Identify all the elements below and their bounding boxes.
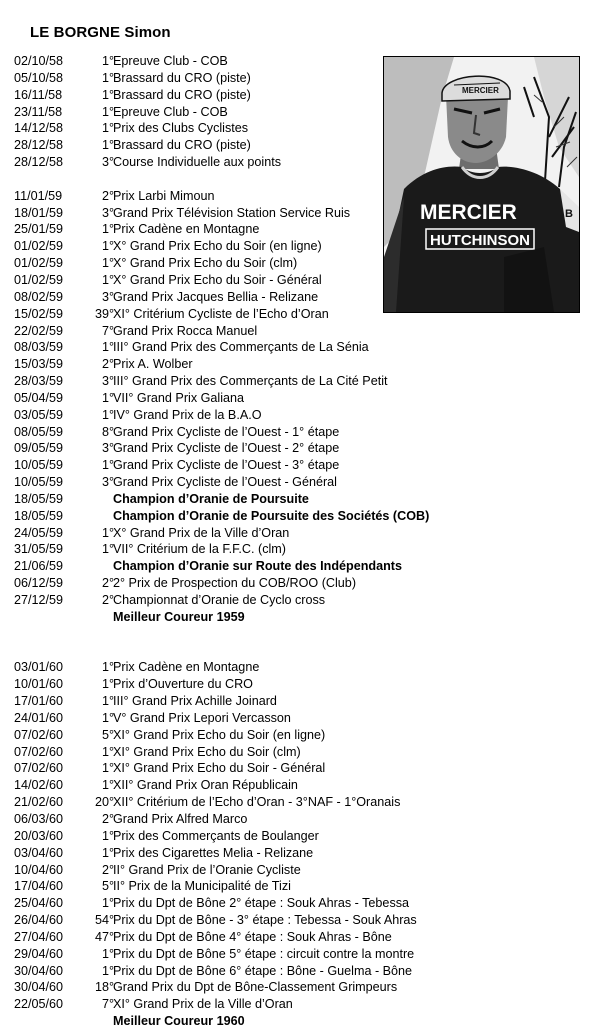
result-place: 1° — [101, 54, 114, 68]
result-place: 2° — [101, 357, 114, 372]
result-date: 21/02/60 — [14, 795, 64, 810]
cap-text: MERCIER — [462, 86, 499, 95]
result-event: Prix des Clubs Cyclistes — [113, 121, 249, 136]
result-row — [14, 895, 584, 912]
result-event: VII° Critérium de la F.F.C. (clm) — [113, 542, 286, 557]
result-place: 1° — [101, 121, 114, 136]
result-event: XI° Grand Prix de la Ville d’Oran — [113, 997, 293, 1012]
result-place: 3° — [101, 374, 114, 389]
result-row — [14, 710, 584, 727]
result-date: 25/01/59 — [14, 222, 64, 237]
result-place: 5° — [101, 879, 114, 894]
result-row — [14, 1013, 584, 1030]
result-row — [14, 541, 584, 558]
result-event: XII° Critérium de l’Echo d’Oran - 3°NAF - 1°Oranais — [113, 795, 401, 810]
result-place: 20° — [94, 795, 114, 810]
result-row — [14, 609, 584, 626]
result-date: 27/12/59 — [14, 593, 64, 607]
result-row — [14, 794, 584, 811]
result-date: 22/05/60 — [14, 997, 64, 1012]
result-place: 3° — [101, 289, 114, 304]
result-event: Prix des Commerçants de Boulanger — [113, 828, 319, 843]
result-row — [14, 946, 584, 963]
result-place: 2° — [101, 576, 114, 591]
result-place: 8° — [101, 424, 114, 439]
result-date: 25/04/60 — [14, 896, 64, 911]
result-row — [14, 457, 584, 474]
result-event: Prix du Dpt de Bône 6° étape : Bône - Guelma - Bône — [113, 963, 413, 978]
result-row — [14, 979, 584, 996]
result-place: 2° — [101, 593, 114, 607]
result-place: 1° — [101, 542, 114, 557]
result-date: 23/11/58 — [14, 104, 63, 119]
result-date: 06/12/59 — [14, 576, 64, 591]
result-place: 1° — [101, 87, 114, 102]
result-row — [14, 508, 584, 525]
result-event: XI° Grand Prix Echo du Soir (clm) — [113, 744, 301, 759]
result-date: 18/05/59 — [14, 491, 64, 506]
result-place: 1° — [101, 660, 114, 675]
result-event: Champion d’Oranie sur Route des Indépendants — [113, 559, 402, 574]
result-row — [14, 693, 584, 710]
result-date: 29/04/60 — [14, 946, 64, 961]
result-date: 21/06/59 — [14, 559, 64, 574]
result-event: VII° Grand Prix Galiana — [113, 390, 245, 405]
result-event: Champion d’Oranie de Poursuite des Sociétés (COB) — [113, 508, 430, 523]
result-row — [14, 963, 584, 980]
result-date: 07/02/60 — [14, 761, 64, 776]
result-place: 1° — [101, 677, 114, 692]
rider-photo-image — [384, 57, 579, 312]
result-row — [14, 525, 584, 542]
result-place: 1° — [101, 239, 114, 254]
result-date: 10/05/59 — [14, 475, 64, 490]
result-place: 1° — [101, 525, 114, 540]
result-event: Grand Prix Cycliste de l’Ouest - Général — [113, 475, 337, 490]
result-row — [14, 744, 584, 761]
result-event: XI° Critérium Cycliste de l’Echo d’Oran — [113, 306, 329, 321]
result-place: 1° — [101, 694, 114, 709]
result-place: 7° — [101, 997, 114, 1012]
result-place: 1° — [101, 744, 114, 759]
result-event: Brassard du CRO (piste) — [113, 87, 251, 102]
result-date: 08/02/59 — [14, 289, 64, 304]
result-date: 08/05/59 — [14, 424, 64, 439]
result-place: 3° — [101, 155, 114, 170]
result-event: Prix Larbi Mimoun — [113, 188, 215, 203]
result-date: 24/05/59 — [14, 525, 64, 540]
jersey-text-line1: MERCIER — [420, 201, 517, 224]
result-row — [14, 811, 584, 828]
result-event: II° Prix de la Municipalité de Tizi — [113, 879, 291, 894]
result-date: 17/04/60 — [14, 879, 64, 894]
result-date: 28/03/59 — [14, 374, 64, 389]
result-event: XI° Grand Prix Echo du Soir (en ligne) — [113, 727, 326, 742]
result-event: Epreuve Club - COB — [113, 104, 228, 119]
result-date: 03/04/60 — [14, 845, 64, 860]
result-row — [14, 474, 584, 491]
result-place: 1° — [101, 458, 114, 473]
result-event: 2° Prix de Prospection du COB/ROO (Club) — [113, 576, 357, 591]
result-place: 1° — [101, 70, 114, 85]
result-row — [14, 912, 584, 929]
result-event: Grand Prix Télévision Station Service Ruis — [113, 205, 351, 220]
result-place: 1° — [101, 104, 114, 119]
result-event: Epreuve Club - COB — [113, 54, 228, 68]
result-event: Prix du Dpt de Bône 5° étape : circuit contre la montre — [113, 946, 415, 961]
result-date: 09/05/59 — [14, 441, 64, 456]
result-event: Grand Prix Alfred Marco — [113, 811, 248, 826]
result-place: 2° — [101, 188, 114, 203]
result-place: 1° — [101, 845, 114, 860]
result-date: 18/01/59 — [14, 205, 64, 220]
result-place: 3° — [101, 475, 114, 490]
result-event: Grand Prix Cycliste de l’Ouest - 1° étape — [113, 424, 340, 439]
result-place: 1° — [101, 828, 114, 843]
result-event: Prix Cadène en Montagne — [113, 660, 260, 675]
result-event: Grand Prix Jacques Bellia - Relizane — [113, 289, 319, 304]
result-date: 31/05/59 — [14, 542, 64, 557]
result-place: 47° — [94, 929, 114, 944]
result-event: V° Grand Prix Lepori Vercasson — [113, 710, 291, 725]
result-place: 1° — [101, 761, 114, 776]
result-date: 05/10/58 — [14, 70, 64, 85]
result-event: X° Grand Prix Echo du Soir (clm) — [113, 256, 298, 271]
result-place: 1° — [101, 896, 114, 911]
result-row — [14, 592, 584, 609]
result-date: 15/02/59 — [14, 306, 64, 321]
result-row — [14, 828, 584, 845]
result-event: Meilleur Coureur 1960 — [113, 1014, 245, 1029]
result-row — [14, 575, 584, 592]
result-row — [14, 727, 584, 744]
result-event: Grand Prix Rocca Manuel — [113, 323, 258, 338]
result-row — [14, 676, 584, 693]
result-place: 1° — [101, 407, 114, 422]
result-row — [14, 440, 584, 457]
result-place: 1° — [101, 963, 114, 978]
result-date: 27/04/60 — [14, 929, 64, 944]
page-title: LE BORGNE Simon — [30, 24, 171, 41]
result-event: X° Grand Prix Echo du Soir (en ligne) — [113, 239, 322, 254]
result-event: Prix du Dpt de Bône - 3° étape : Tebessa - Souk Ahras — [113, 913, 417, 928]
result-event: Prix Cadène en Montagne — [113, 222, 260, 237]
result-date: 16/11/58 — [14, 87, 63, 102]
spacer-row — [14, 626, 584, 643]
result-place: 5° — [101, 727, 114, 742]
result-row — [14, 424, 584, 441]
result-date: 01/02/59 — [14, 239, 64, 254]
result-event: III° Grand Prix des Commerçants de La Sénia — [113, 340, 369, 355]
result-date: 22/02/59 — [14, 323, 64, 338]
result-row — [14, 390, 584, 407]
result-event: XI° Grand Prix Echo du Soir - Général — [113, 761, 326, 776]
result-place: 2° — [101, 811, 114, 826]
result-date: 10/01/60 — [14, 677, 64, 692]
result-date: 30/04/60 — [14, 980, 64, 995]
spacer-row — [14, 643, 584, 660]
result-event: III° Grand Prix Achille Joinard — [113, 694, 277, 709]
result-date: 18/05/59 — [14, 508, 64, 523]
result-event: Prix du Dpt de Bône 2° étape : Souk Ahras - Tebessa — [113, 896, 410, 911]
result-place: 18° — [94, 980, 114, 995]
result-row — [14, 862, 584, 879]
result-event: II° Grand Prix de l’Oranie Cycliste — [113, 862, 301, 877]
result-event: Prix d’Ouverture du CRO — [113, 677, 253, 692]
result-row — [14, 491, 584, 508]
result-place: 1° — [101, 222, 114, 237]
result-date: 02/10/58 — [14, 54, 64, 68]
result-event: IV° Grand Prix de la B.A.O — [113, 407, 262, 422]
result-row — [14, 339, 584, 356]
result-date: 03/01/60 — [14, 660, 64, 675]
result-date: 28/12/58 — [14, 138, 64, 153]
result-event: Championnat d’Oranie de Cyclo cross — [113, 593, 326, 607]
result-event: Course Individuelle aux points — [113, 155, 282, 170]
result-date: 30/04/60 — [14, 963, 64, 978]
result-row — [14, 777, 584, 794]
result-place: 3° — [101, 205, 114, 220]
result-event: Grand Prix Cycliste de l’Ouest - 3° étape — [113, 458, 340, 473]
result-row — [14, 373, 584, 390]
result-place: 1° — [101, 710, 114, 725]
jersey-text-line2: HUTCHINSON — [430, 232, 530, 249]
result-date: 10/04/60 — [14, 862, 64, 877]
result-place: 1° — [101, 778, 114, 793]
result-place: 1° — [101, 256, 114, 271]
result-place: 1° — [101, 340, 114, 355]
result-event: Prix A. Wolber — [113, 357, 193, 372]
result-event: Prix des Cigarettes Melia - Relizane — [113, 845, 314, 860]
result-date: 07/02/60 — [14, 744, 64, 759]
result-date: 01/02/59 — [14, 272, 64, 287]
result-date: 24/01/60 — [14, 710, 64, 725]
result-event: X° Grand Prix de la Ville d’Oran — [113, 525, 290, 540]
result-place: 7° — [101, 323, 114, 338]
result-date: 08/03/59 — [14, 340, 64, 355]
rider-photo — [383, 56, 580, 313]
result-row — [14, 878, 584, 895]
result-date: 20/03/60 — [14, 828, 64, 843]
result-date: 06/03/60 — [14, 811, 64, 826]
result-date: 26/04/60 — [14, 913, 64, 928]
sleeve-text: B — [565, 208, 573, 220]
result-place: 54° — [94, 913, 114, 928]
result-place: 1° — [101, 138, 114, 153]
result-date: 10/05/59 — [14, 458, 64, 473]
result-place: 1° — [101, 272, 114, 287]
result-row — [14, 996, 584, 1013]
result-place: 39° — [94, 306, 114, 321]
result-date: 15/03/59 — [14, 357, 64, 372]
result-date: 05/04/59 — [14, 390, 64, 405]
result-event: Grand Prix du Dpt de Bône-Classement Grimpeurs — [113, 980, 398, 995]
result-event: Meilleur Coureur 1959 — [113, 609, 245, 624]
result-row — [14, 407, 584, 424]
result-event: Prix du Dpt de Bône 4° étape : Souk Ahras - Bône — [113, 929, 392, 944]
result-event: XII° Grand Prix Oran Républicain — [113, 778, 298, 793]
result-event: III° Grand Prix des Commerçants de La Cité Petit — [113, 374, 388, 389]
result-date: 14/12/58 — [14, 121, 64, 136]
result-place: 2° — [101, 862, 114, 877]
result-date: 17/01/60 — [14, 694, 64, 709]
result-date: 01/02/59 — [14, 256, 64, 271]
result-place: 1° — [101, 946, 114, 961]
result-date: 07/02/60 — [14, 727, 64, 742]
result-date: 03/05/59 — [14, 407, 64, 422]
result-row — [14, 659, 584, 676]
result-row — [14, 845, 584, 862]
result-row — [14, 558, 584, 575]
result-row — [14, 929, 584, 946]
result-date: 14/02/60 — [14, 778, 64, 793]
result-place: 3° — [101, 441, 114, 456]
result-date: 28/12/58 — [14, 155, 64, 170]
result-date: 11/01/59 — [14, 188, 63, 203]
result-event: Champion d’Oranie de Poursuite — [113, 491, 309, 506]
result-event: Grand Prix Cycliste de l’Ouest - 2° étape — [113, 441, 340, 456]
result-row — [14, 760, 584, 777]
result-row — [14, 356, 584, 373]
result-row — [14, 323, 584, 340]
result-event: Brassard du CRO (piste) — [113, 138, 251, 153]
result-event: Brassard du CRO (piste) — [113, 70, 251, 85]
result-event: X° Grand Prix Echo du Soir - Général — [113, 272, 322, 287]
result-place: 1° — [101, 390, 114, 405]
